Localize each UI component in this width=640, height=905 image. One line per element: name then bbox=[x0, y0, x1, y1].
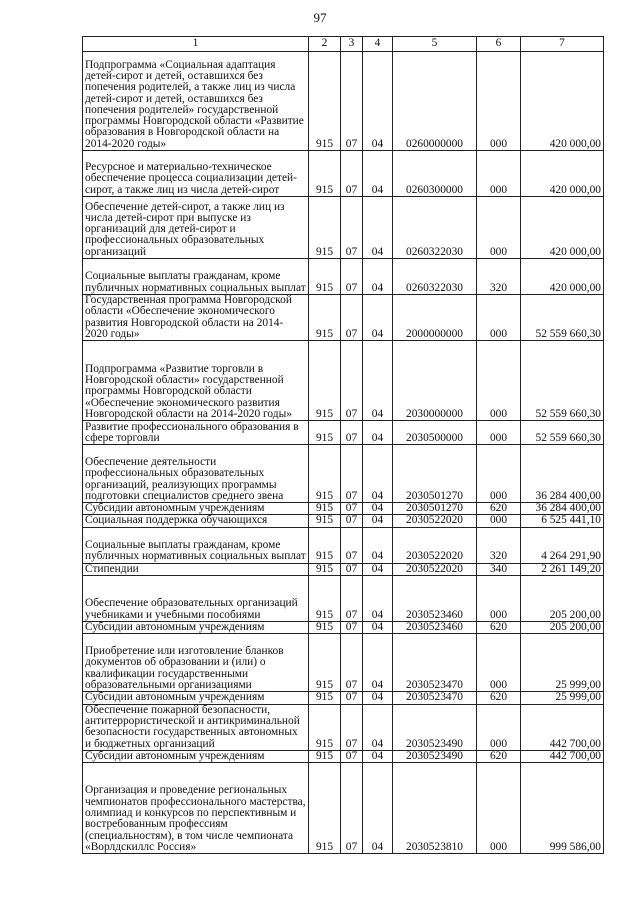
amount-cell: 442 700,00 bbox=[521, 750, 604, 762]
target-article-cell: 2030500000 bbox=[393, 421, 477, 445]
section-code-cell: 07 bbox=[341, 576, 363, 622]
expense-type-cell: 000 bbox=[477, 421, 521, 445]
table-row bbox=[83, 421, 604, 445]
subsection-code-cell: 04 bbox=[363, 576, 393, 622]
table-row bbox=[83, 259, 604, 295]
ministry-code-cell: 915 bbox=[309, 692, 341, 704]
target-article-cell: 2030523810 bbox=[393, 763, 477, 854]
target-article-cell: 2030501270 bbox=[393, 445, 477, 503]
amount-cell: 420 000,00 bbox=[521, 52, 604, 151]
name-cell: Социальные выплаты гражданам, кроме публичных нормативных социальных выплат bbox=[83, 259, 309, 295]
ministry-code-cell: 915 bbox=[309, 445, 341, 503]
subsection-code-cell: 04 bbox=[363, 503, 393, 515]
name-cell: Обеспечение образовательных организаций учебниками и учебными пособиями bbox=[83, 576, 309, 622]
table-row bbox=[83, 503, 604, 515]
amount-cell: 52 559 660,30 bbox=[521, 295, 604, 341]
amount-cell: 6 525 441,10 bbox=[521, 515, 604, 527]
subsection-code-cell: 04 bbox=[363, 563, 393, 575]
amount-cell: 52 559 660,30 bbox=[521, 421, 604, 445]
ministry-code-cell: 915 bbox=[309, 52, 341, 151]
name-cell: Подпрограмма «Развитие торговли в Новгородской области» государственной программы Новгородской области «Обеспечение экономического развития Новгородской области на 2014-2020 годы» bbox=[83, 341, 309, 421]
expense-type-cell: 340 bbox=[477, 563, 521, 575]
amount-cell: 999 586,00 bbox=[521, 763, 604, 854]
amount-cell: 420 000,00 bbox=[521, 197, 604, 259]
table-row bbox=[83, 750, 604, 762]
ministry-code-cell: 915 bbox=[309, 151, 341, 197]
header-cell: 5 bbox=[393, 37, 477, 52]
subsection-code-cell: 04 bbox=[363, 52, 393, 151]
name-cell: Субсидии автономным учреждениям bbox=[83, 622, 309, 634]
section-code-cell: 07 bbox=[341, 527, 363, 563]
target-article-cell: 2030523470 bbox=[393, 692, 477, 704]
expense-type-cell: 620 bbox=[477, 692, 521, 704]
ministry-code-cell: 915 bbox=[309, 295, 341, 341]
table-row bbox=[83, 445, 604, 503]
table-row bbox=[83, 295, 604, 341]
table-row bbox=[83, 527, 604, 563]
amount-cell: 4 264 291,90 bbox=[521, 527, 604, 563]
subsection-code-cell: 04 bbox=[363, 750, 393, 762]
table-row bbox=[83, 515, 604, 527]
subsection-code-cell: 04 bbox=[363, 763, 393, 854]
expense-type-cell: 000 bbox=[477, 151, 521, 197]
ministry-code-cell: 915 bbox=[309, 197, 341, 259]
target-article-cell: 2030522020 bbox=[393, 515, 477, 527]
expense-type-cell: 620 bbox=[477, 622, 521, 634]
header-cell: 2 bbox=[309, 37, 341, 52]
amount-cell: 442 700,00 bbox=[521, 704, 604, 750]
target-article-cell: 0260300000 bbox=[393, 151, 477, 197]
expense-type-cell: 000 bbox=[477, 52, 521, 151]
name-cell: Стипендии bbox=[83, 563, 309, 575]
header-cell: 6 bbox=[477, 37, 521, 52]
expense-type-cell: 000 bbox=[477, 576, 521, 622]
amount-cell: 420 000,00 bbox=[521, 259, 604, 295]
subsection-code-cell: 04 bbox=[363, 527, 393, 563]
section-code-cell: 07 bbox=[341, 259, 363, 295]
expense-type-cell: 000 bbox=[477, 445, 521, 503]
section-code-cell: 07 bbox=[341, 622, 363, 634]
name-cell: Социальные выплаты гражданам, кроме публичных нормативных социальных выплат bbox=[83, 527, 309, 563]
section-code-cell: 07 bbox=[341, 503, 363, 515]
target-article-cell: 2030523470 bbox=[393, 634, 477, 692]
amount-cell: 420 000,00 bbox=[521, 151, 604, 197]
target-article-cell: 0260322030 bbox=[393, 259, 477, 295]
budget-table bbox=[82, 36, 604, 854]
name-cell: Субсидии автономным учреждениям bbox=[83, 692, 309, 704]
section-code-cell: 07 bbox=[341, 197, 363, 259]
header-row bbox=[83, 37, 604, 52]
expense-type-cell: 620 bbox=[477, 503, 521, 515]
table-row bbox=[83, 692, 604, 704]
table-row bbox=[83, 52, 604, 151]
ministry-code-cell: 915 bbox=[309, 563, 341, 575]
ministry-code-cell: 915 bbox=[309, 421, 341, 445]
name-cell: Государственная программа Новгородской области «Обеспечение экономического развития Новгородской области на 2014-2020 годы» bbox=[83, 295, 309, 341]
table-row bbox=[83, 763, 604, 854]
subsection-code-cell: 04 bbox=[363, 421, 393, 445]
name-cell: Субсидии автономным учреждениям bbox=[83, 750, 309, 762]
name-cell: Ресурсное и материально-техническое обеспечение процесса социализации детей-сирот, а также лиц из числа детей-сирот bbox=[83, 151, 309, 197]
section-code-cell: 07 bbox=[341, 151, 363, 197]
expense-type-cell: 320 bbox=[477, 527, 521, 563]
amount-cell: 25 999,00 bbox=[521, 692, 604, 704]
ministry-code-cell: 915 bbox=[309, 634, 341, 692]
ministry-code-cell: 915 bbox=[309, 576, 341, 622]
ministry-code-cell: 915 bbox=[309, 527, 341, 563]
target-article-cell: 2030523490 bbox=[393, 750, 477, 762]
ministry-code-cell: 915 bbox=[309, 341, 341, 421]
name-cell: Обеспечение детей-сирот, а также лиц из числа детей-сирот при выпуске из организаций для детей-сирот и профессиональных образовательных организаций bbox=[83, 197, 309, 259]
section-code-cell: 07 bbox=[341, 295, 363, 341]
target-article-cell: 2030000000 bbox=[393, 341, 477, 421]
ministry-code-cell: 915 bbox=[309, 515, 341, 527]
ministry-code-cell: 915 bbox=[309, 259, 341, 295]
subsection-code-cell: 04 bbox=[363, 634, 393, 692]
subsection-code-cell: 04 bbox=[363, 622, 393, 634]
name-cell: Обеспечение деятельности профессиональных образовательных организаций, реализующих программы подготовки специалистов среднего звена bbox=[83, 445, 309, 503]
header-cell: 7 bbox=[521, 37, 604, 52]
section-code-cell: 07 bbox=[341, 763, 363, 854]
target-article-cell: 0260000000 bbox=[393, 52, 477, 151]
name-cell: Организация и проведение региональных чемпионатов профессионального мастерства, олимпиад и конкурсов по перспективным и востребованным профессиям (специальностям), в том числе чемпионата «Ворлдскиллс Россия» bbox=[83, 763, 309, 854]
subsection-code-cell: 04 bbox=[363, 692, 393, 704]
table-row bbox=[83, 563, 604, 575]
subsection-code-cell: 04 bbox=[363, 295, 393, 341]
name-cell: Обеспечение пожарной безопасности, антитеррористической и антикриминальной безопасности государственных автономных и бюджетных организаций bbox=[83, 704, 309, 750]
ministry-code-cell: 915 bbox=[309, 622, 341, 634]
table-row bbox=[83, 704, 604, 750]
table-row bbox=[83, 341, 604, 421]
expense-type-cell: 320 bbox=[477, 259, 521, 295]
expense-type-cell: 000 bbox=[477, 763, 521, 854]
section-code-cell: 07 bbox=[341, 704, 363, 750]
header-cell: 4 bbox=[363, 37, 393, 52]
expense-type-cell: 000 bbox=[477, 634, 521, 692]
name-cell: Субсидии автономным учреждениям bbox=[83, 503, 309, 515]
name-cell: Развитие профессионального образования в сфере торговли bbox=[83, 421, 309, 445]
amount-cell: 36 284 400,00 bbox=[521, 445, 604, 503]
expense-type-cell: 620 bbox=[477, 750, 521, 762]
table-row bbox=[83, 151, 604, 197]
target-article-cell: 2030523460 bbox=[393, 622, 477, 634]
target-article-cell: 2030522020 bbox=[393, 563, 477, 575]
subsection-code-cell: 04 bbox=[363, 151, 393, 197]
section-code-cell: 07 bbox=[341, 750, 363, 762]
amount-cell: 36 284 400,00 bbox=[521, 503, 604, 515]
target-article-cell: 2000000000 bbox=[393, 295, 477, 341]
subsection-code-cell: 04 bbox=[363, 197, 393, 259]
expense-type-cell: 000 bbox=[477, 704, 521, 750]
target-article-cell: 2030523490 bbox=[393, 704, 477, 750]
subsection-code-cell: 04 bbox=[363, 515, 393, 527]
expense-type-cell: 000 bbox=[477, 515, 521, 527]
expense-type-cell: 000 bbox=[477, 197, 521, 259]
ministry-code-cell: 915 bbox=[309, 704, 341, 750]
section-code-cell: 07 bbox=[341, 515, 363, 527]
section-code-cell: 07 bbox=[341, 563, 363, 575]
target-article-cell: 2030522020 bbox=[393, 527, 477, 563]
subsection-code-cell: 04 bbox=[363, 445, 393, 503]
amount-cell: 205 200,00 bbox=[521, 576, 604, 622]
amount-cell: 2 261 149,20 bbox=[521, 563, 604, 575]
expense-type-cell: 000 bbox=[477, 295, 521, 341]
ministry-code-cell: 915 bbox=[309, 763, 341, 854]
subsection-code-cell: 04 bbox=[363, 259, 393, 295]
ministry-code-cell: 915 bbox=[309, 750, 341, 762]
subsection-code-cell: 04 bbox=[363, 704, 393, 750]
section-code-cell: 07 bbox=[341, 445, 363, 503]
amount-cell: 205 200,00 bbox=[521, 622, 604, 634]
table-row bbox=[83, 622, 604, 634]
section-code-cell: 07 bbox=[341, 634, 363, 692]
section-code-cell: 07 bbox=[341, 692, 363, 704]
target-article-cell: 2030523460 bbox=[393, 576, 477, 622]
table-row bbox=[83, 576, 604, 622]
ministry-code-cell: 915 bbox=[309, 503, 341, 515]
section-code-cell: 07 bbox=[341, 341, 363, 421]
header-cell: 1 bbox=[83, 37, 309, 52]
amount-cell: 25 999,00 bbox=[521, 634, 604, 692]
subsection-code-cell: 04 bbox=[363, 341, 393, 421]
name-cell: Приобретение или изготовление бланков документов об образовании и (или) о квалификации государственными образовательными организациями bbox=[83, 634, 309, 692]
amount-cell: 52 559 660,30 bbox=[521, 341, 604, 421]
expense-type-cell: 000 bbox=[477, 341, 521, 421]
header-cell: 3 bbox=[341, 37, 363, 52]
section-code-cell: 07 bbox=[341, 421, 363, 445]
name-cell: Подпрограмма «Социальная адаптация детей-сирот и детей, оставшихся без попечения родителей, а также лиц из числа детей-сирот и детей, оставшихся без попечения родителей» государственной программы Новгородской области «Развитие образования в Новгородской области на 2014-2020 годы» bbox=[83, 52, 309, 151]
target-article-cell: 0260322030 bbox=[393, 197, 477, 259]
target-article-cell: 2030501270 bbox=[393, 503, 477, 515]
page-number: 97 bbox=[313, 10, 327, 25]
name-cell: Социальная поддержка обучающихся bbox=[83, 515, 309, 527]
section-code-cell: 07 bbox=[341, 52, 363, 151]
table-row bbox=[83, 197, 604, 259]
table-row bbox=[83, 634, 604, 692]
